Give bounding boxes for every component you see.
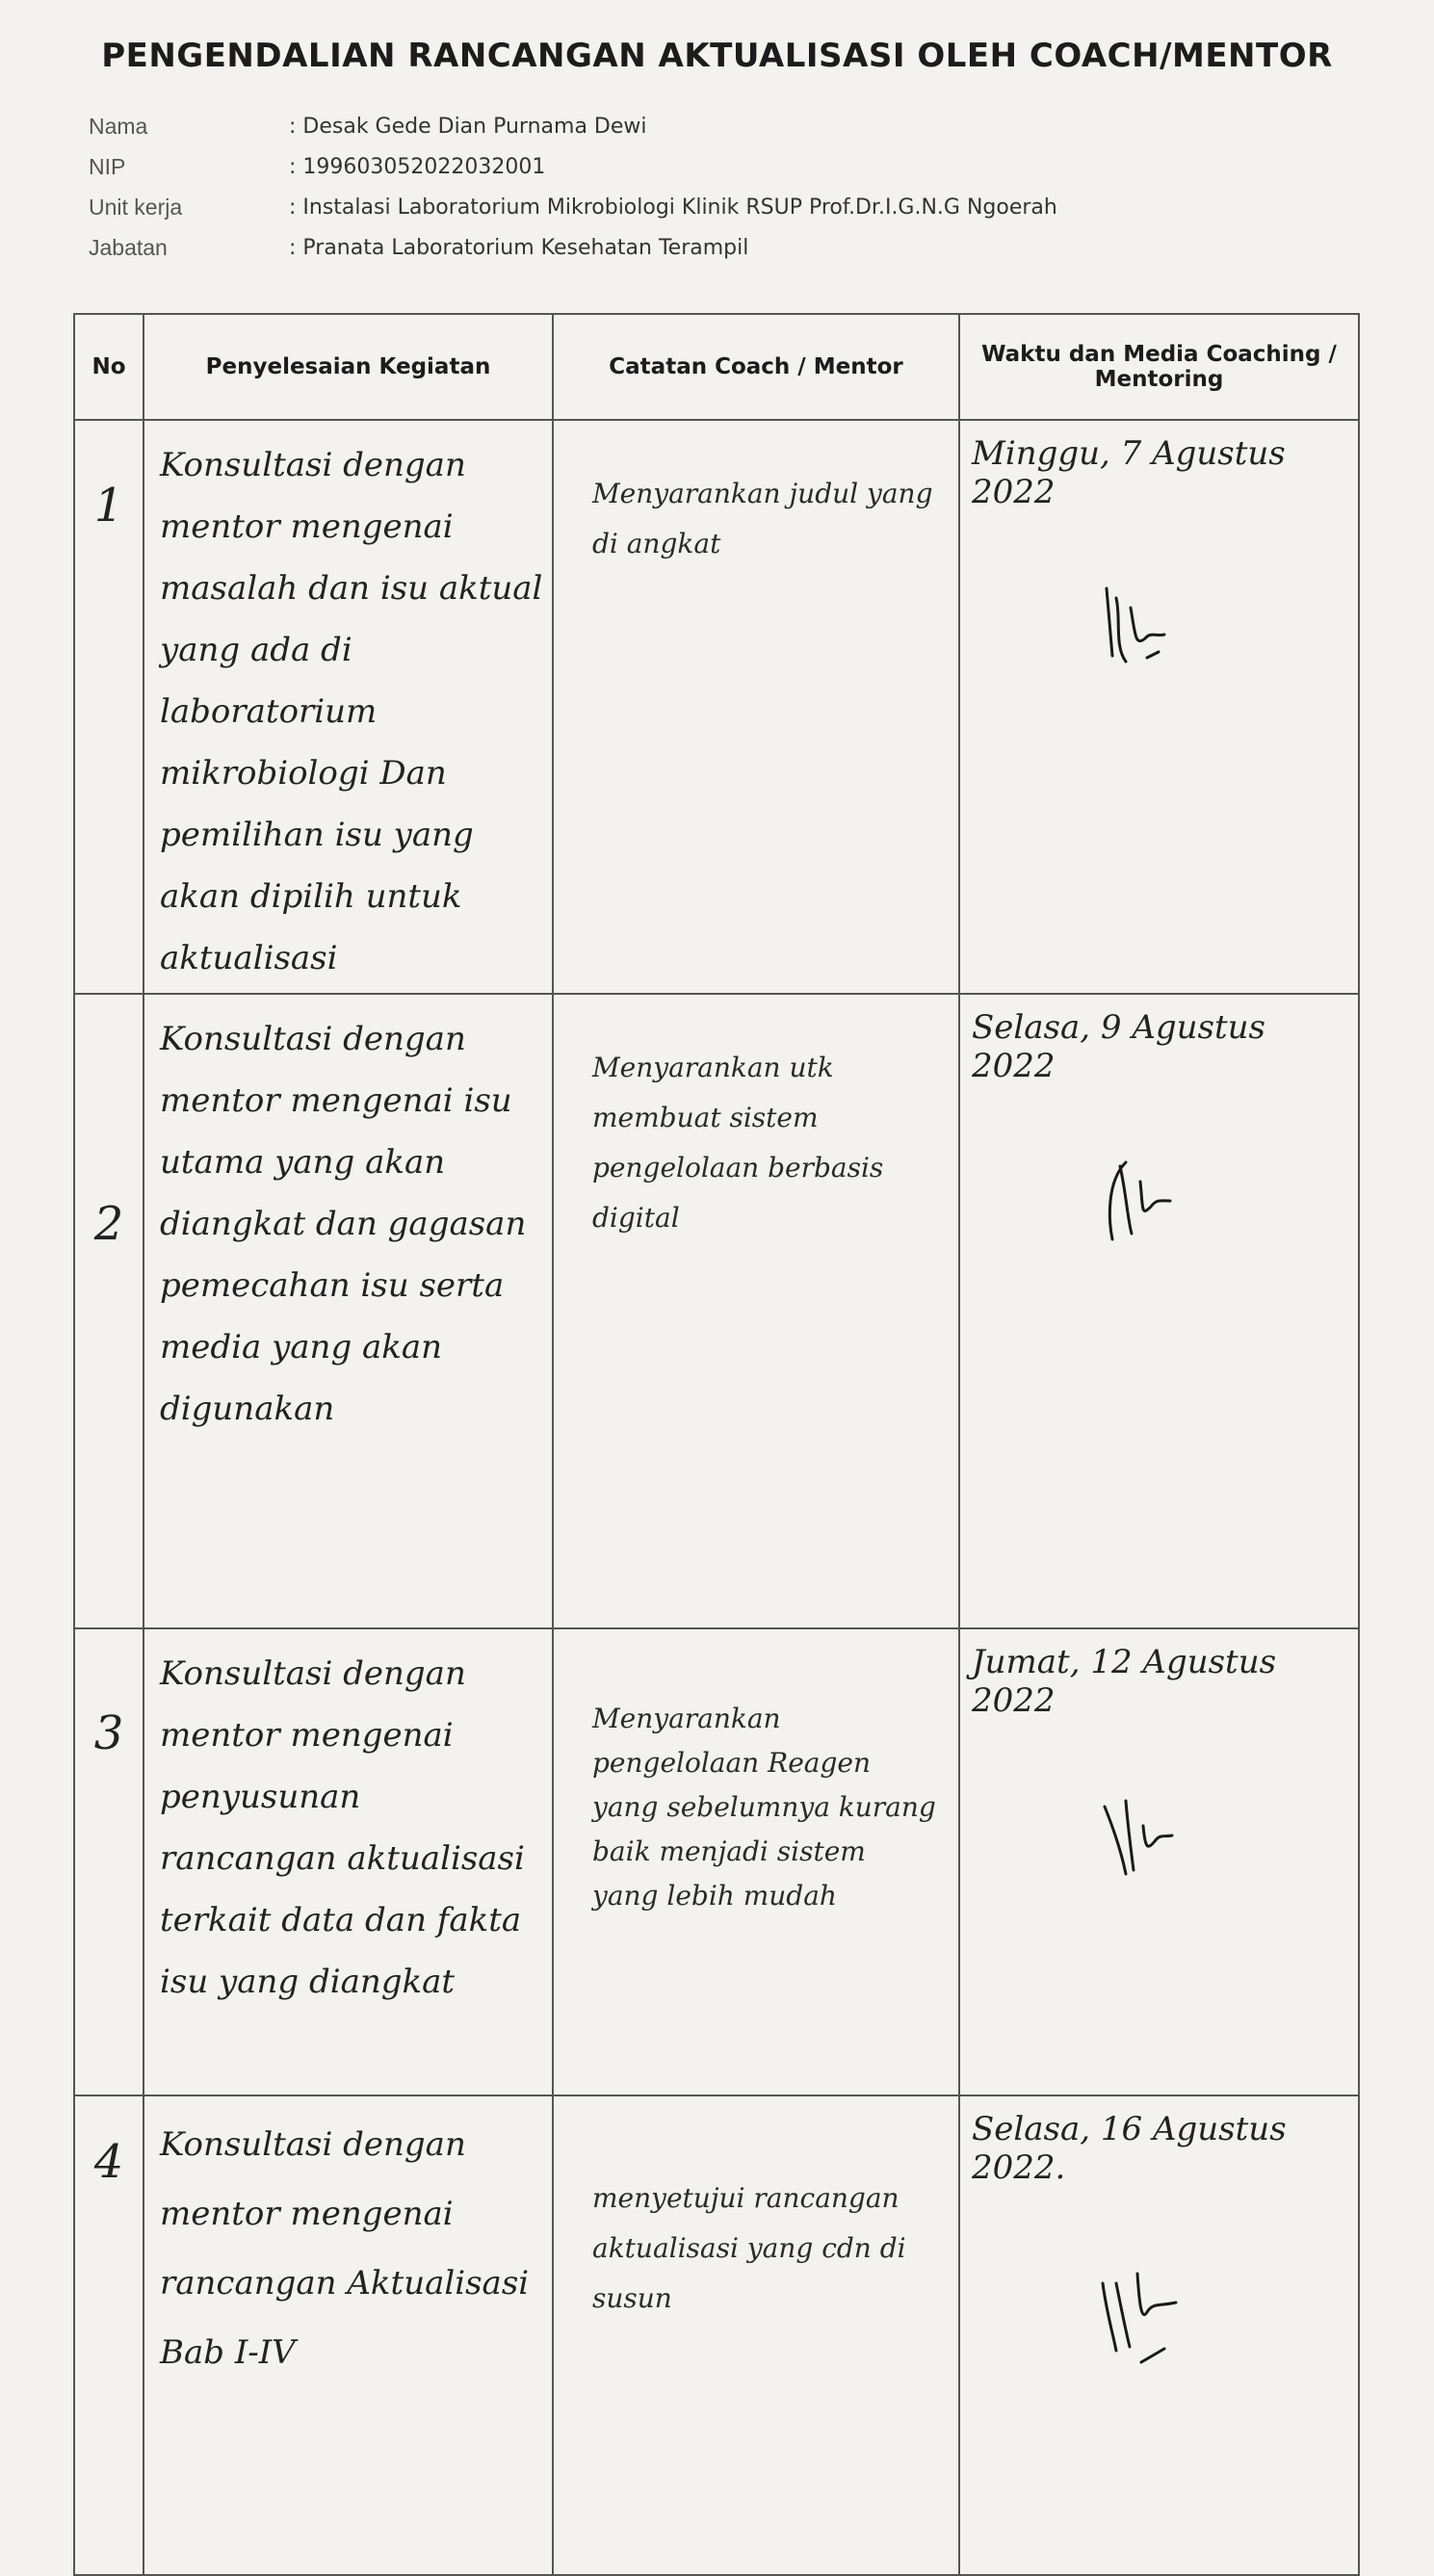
kegiatan-cell: Konsultasi dengan mentor mengenai penyusunan rancangan aktualisasi terkait data dan fakta isu yang diangkat [143, 1628, 553, 2095]
coaching-table [73, 313, 1360, 2576]
table-row [74, 994, 1359, 1628]
header-kegiatan: Penyelesaian Kegiatan [143, 314, 553, 420]
info-row-nip [89, 146, 1057, 187]
info-row-nama [89, 106, 1057, 146]
kegiatan-cell: Konsultasi dengan mentor mengenai isu utama yang akan diangkat dan gagasan pemecahan isu serta media yang akan digunakan [143, 994, 553, 1628]
kegiatan-cell: Konsultasi dengan mentor mengenai masalah dan isu aktual yang ada di laboratorium mikrobiologi Dan pemilihan isu yang akan dipilih untuk aktualisasi [143, 420, 553, 994]
header-no: No [74, 314, 143, 420]
info-label: NIP [89, 153, 126, 179]
catatan-cell: Menyarankan utk membuat sistem pengelolaan berbasis digital [553, 994, 959, 1628]
waktu-date: Jumat, 12 Agustus 2022 [972, 1643, 1277, 1720]
waktu-cell [959, 420, 1359, 994]
info-row-jabatan [89, 227, 1057, 268]
info-row-unit-kerja [89, 187, 1057, 227]
waktu-date: Selasa, 16 Agustus 2022. [972, 2110, 1287, 2187]
info-value-unit-kerja: : Instalasi Laboratorium Mikrobiologi Klinik RSUP Prof.Dr.I.G.N.G Ngoerah [289, 195, 1057, 220]
row-number: 4 [74, 2095, 143, 2575]
row-number: 3 [74, 1628, 143, 2095]
header-catatan: Catatan Coach / Mentor [553, 314, 959, 420]
info-value-nip: : 199603052022032001 [289, 154, 546, 179]
table-row [74, 420, 1359, 994]
catatan-cell: Menyarankan judul yang di angkat [553, 420, 959, 994]
row-number: 2 [74, 994, 143, 1628]
identity-block [89, 106, 1057, 268]
table-row [74, 1628, 1359, 2095]
mentor-signature-icon [1087, 579, 1193, 685]
waktu-date: Selasa, 9 Agustus 2022 [972, 1008, 1266, 1085]
kegiatan-cell: Konsultasi dengan mentor mengenai rancangan Aktualisasi Bab I-IV [143, 2095, 553, 2575]
info-label: Unit kerja [89, 194, 183, 220]
table-header-row [74, 314, 1359, 420]
row-number: 1 [74, 420, 143, 994]
catatan-cell: menyetujui rancangan aktualisasi yang cdn di susun [553, 2095, 959, 2575]
info-label: Nama [89, 113, 148, 139]
waktu-cell [959, 994, 1359, 1628]
table-row [74, 2095, 1359, 2575]
waktu-cell [959, 1628, 1359, 2095]
info-label: Jabatan [89, 234, 168, 260]
mentor-signature-icon [1087, 1153, 1193, 1259]
header-waktu: Waktu dan Media Coaching / Mentoring [959, 314, 1359, 420]
mentor-signature-icon [1087, 2254, 1203, 2370]
waktu-cell [959, 2095, 1359, 2575]
waktu-date: Minggu, 7 Agustus 2022 [972, 434, 1286, 511]
info-value-jabatan: : Pranata Laboratorium Kesehatan Terampil [289, 235, 749, 260]
info-value-nama: : Desak Gede Dian Purnama Dewi [289, 114, 647, 139]
mentor-signature-icon [1087, 1787, 1193, 1893]
catatan-cell: Menyarankan pengelolaan Reagen yang sebelumnya kurang baik menjadi sistem yang lebih mudah [553, 1628, 959, 2095]
document-title: PENGENDALIAN RANCANGAN AKTUALISASI OLEH COACH/MENTOR [101, 37, 1333, 75]
